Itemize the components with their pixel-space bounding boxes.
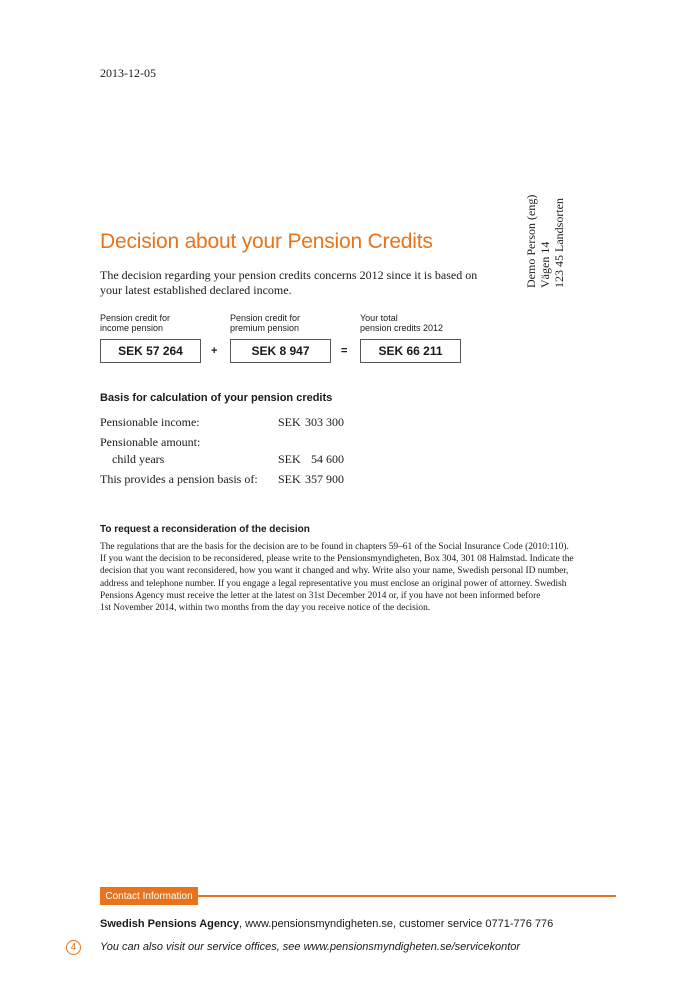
income-credit-box: SEK 57 264 [100, 339, 201, 363]
income-credit-label: Pension credit for income pension [100, 313, 171, 333]
contact-divider [198, 895, 616, 897]
intro-text: The decision regarding your pension credits concerns 2012 since it is based on your latest established declared income. [100, 268, 478, 297]
basis-currency: SEK [278, 415, 301, 429]
total-credit-box: SEK 66 211 [360, 339, 461, 363]
basis-currency: SEK [278, 452, 301, 466]
basis-label: This provides a pension basis of: [100, 472, 258, 486]
basis-label: child years [112, 452, 165, 466]
recipient-postal: 123 45 Landsorten [552, 198, 566, 288]
recipient-street: Vägen 14 [538, 241, 552, 288]
page-number: 4 [66, 940, 81, 955]
total-credit-label: Your total pension credits 2012 [360, 313, 444, 333]
reconsideration-title: To request a reconsideration of the decision [100, 524, 310, 535]
basis-title: Basis for calculation of your pension credits [100, 392, 333, 404]
contact-info-tab: Contact Information [100, 887, 198, 905]
premium-credit-label: Pension credit for premium pension [230, 313, 301, 333]
basis-label: Pensionable income: [100, 415, 200, 429]
recipient-address [524, 186, 568, 306]
basis-currency: SEK [278, 472, 301, 486]
basis-amount: 357 900 [305, 472, 344, 486]
basis-amount: 54 600 [311, 452, 344, 466]
basis-amount: 303 300 [305, 415, 344, 429]
reconsideration-text: The regulations that are the basis for the decision are to be found in chapters 59–61 of the Social Insurance Code (2010:110). If you want the decision to be reconsidered, please write to the Pensionsmyndigheten, Box 304, 301 08 Halmstad. Indicate the decision that you want reconsidered, how you want it changed and why. Write also your name, Swedish personal ID number, address and telephone number. If you engage a legal representative you must enclose an original power of attorney. Swedish Pensions Agency must receive the letter at the latest on 31st December 2014 or, if you have not been informed before 1st November 2014, within two months from the day you receive notice of the decision. [100, 542, 574, 614]
plus-sign: + [211, 345, 218, 357]
contact-details: , www.pensionsmyndigheten.se, customer service 0771-776 776 [238, 918, 554, 930]
recipient-name: Demo Person (eng) [524, 194, 538, 288]
contact-line [100, 918, 553, 930]
service-offices-note: You can also visit our service offices, see www.pensionsmyndigheten.se/servicekontor [100, 941, 521, 953]
agency-name: Swedish Pensions Agency [100, 918, 239, 930]
document-date: 2013-12-05 [100, 66, 156, 80]
equals-sign: = [341, 345, 348, 357]
premium-credit-box: SEK 8 947 [230, 339, 331, 363]
basis-label: Pensionable amount: [100, 435, 201, 449]
page-title: Decision about your Pension Credits [100, 230, 433, 253]
